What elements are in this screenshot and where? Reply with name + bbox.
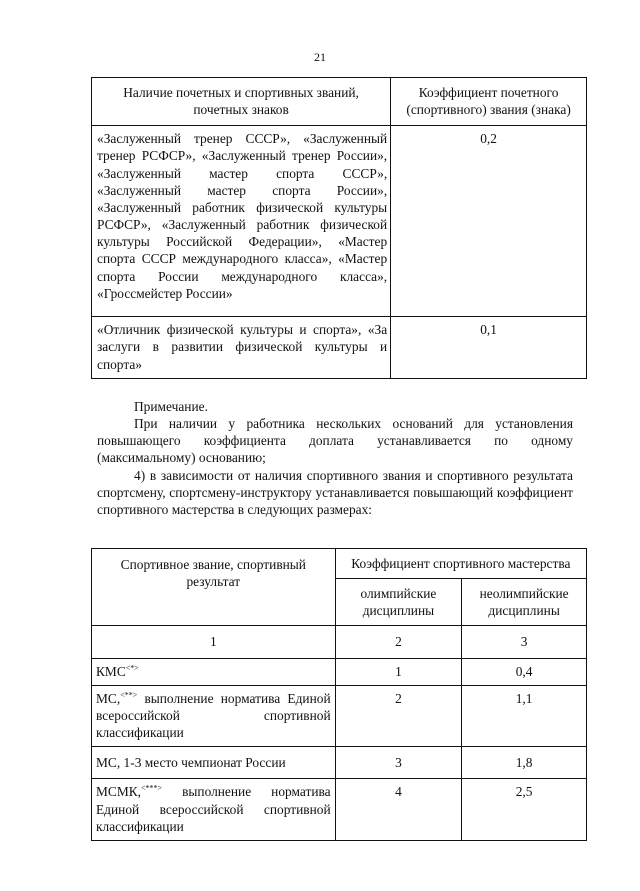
- title-label: МСМК,: [96, 784, 142, 800]
- olympic-cell: 3: [335, 747, 462, 779]
- table-header-row: [92, 549, 587, 579]
- page-number: 21: [314, 50, 326, 64]
- title-label: МС, 1-3 место чемпионат России: [96, 755, 286, 771]
- note-title: Примечание.: [134, 399, 208, 414]
- header-titles: Наличие почетных и спортивных званий, почетных знаков: [92, 78, 391, 126]
- header-title-result: Спортивное звание, спортивный результат: [92, 549, 336, 626]
- olympic-cell: 1: [335, 658, 462, 685]
- column-number: 3: [462, 626, 587, 658]
- footnote-mark: <*>: [125, 663, 139, 673]
- title-cell: [92, 779, 336, 840]
- title-rest: выполнение норматива Единой всероссийской спортивной классификации: [96, 690, 331, 741]
- non-olympic-cell: 2,5: [462, 779, 587, 840]
- non-olympic-cell: 1,8: [462, 747, 587, 779]
- sport-mastery-table: [91, 548, 587, 841]
- notes-section: [97, 398, 573, 518]
- header-mastery-coefficient: Коэффициент спортивного мастерства: [335, 549, 586, 579]
- column-number: 2: [335, 626, 462, 658]
- non-olympic-cell: 1,1: [462, 685, 587, 746]
- table-row: [92, 658, 587, 685]
- table-row: [92, 126, 587, 317]
- footnote-mark: <**>: [120, 690, 138, 700]
- titles-cell: «Отличник физической культуры и спорта», «За заслуги в развитии физической культуры и спорта»: [92, 317, 391, 379]
- olympic-cell: 4: [335, 779, 462, 840]
- coefficient-cell: 0,2: [391, 126, 587, 317]
- non-olympic-cell: 0,4: [462, 658, 587, 685]
- title-label: МС,: [96, 690, 121, 706]
- table-row: [92, 685, 587, 746]
- note-text: При наличии у работника нескольких оснований для установления повышающего коэффициента доплата устанавливается по одному (максимальному) основанию;: [97, 416, 573, 466]
- title-cell: [92, 658, 336, 685]
- honorary-titles-table: [91, 77, 587, 379]
- numbering-row: [92, 626, 587, 658]
- header-olympic: олимпийские дисциплины: [335, 579, 462, 626]
- column-number: 1: [92, 626, 336, 658]
- title-label: КМС: [96, 663, 126, 679]
- header-non-olympic: неолимпийские дисциплины: [462, 579, 587, 626]
- title-rest: выполнение норматива Единой всероссийской спортивной классификации: [96, 784, 331, 834]
- footnote-mark: <***>: [141, 783, 163, 793]
- titles-cell: «Заслуженный тренер СССР», «Заслуженный тренер РСФСР», «Заслуженный тренер России», «Заслуженный мастер спорта СССР», «Заслуженный мастер спорта России», «Заслуженный работник физической культуры РСФСР», «Заслуженный работник физической культуры Российской Федерации», «Мастер спорта СССР международного класса», «Мастер спорта России международного класса», «Гроссмейстер России»: [92, 126, 391, 317]
- title-cell: [92, 747, 336, 779]
- table-row: [92, 317, 587, 379]
- header-coefficient: Коэффициент почетного (спортивного) звания (знака): [391, 78, 587, 126]
- title-cell: [92, 685, 336, 746]
- table-row: [92, 747, 587, 779]
- table-header-row: [92, 78, 587, 126]
- coefficient-cell: 0,1: [391, 317, 587, 379]
- item-4-text: 4) в зависимости от наличия спортивного звания и спортивного результата спортсмену, спортсмену-инструктору устанавливается повышающий коэффициент спортивного мастерства в следующих размерах:: [97, 467, 573, 517]
- table-row: [92, 779, 587, 840]
- olympic-cell: 2: [335, 685, 462, 746]
